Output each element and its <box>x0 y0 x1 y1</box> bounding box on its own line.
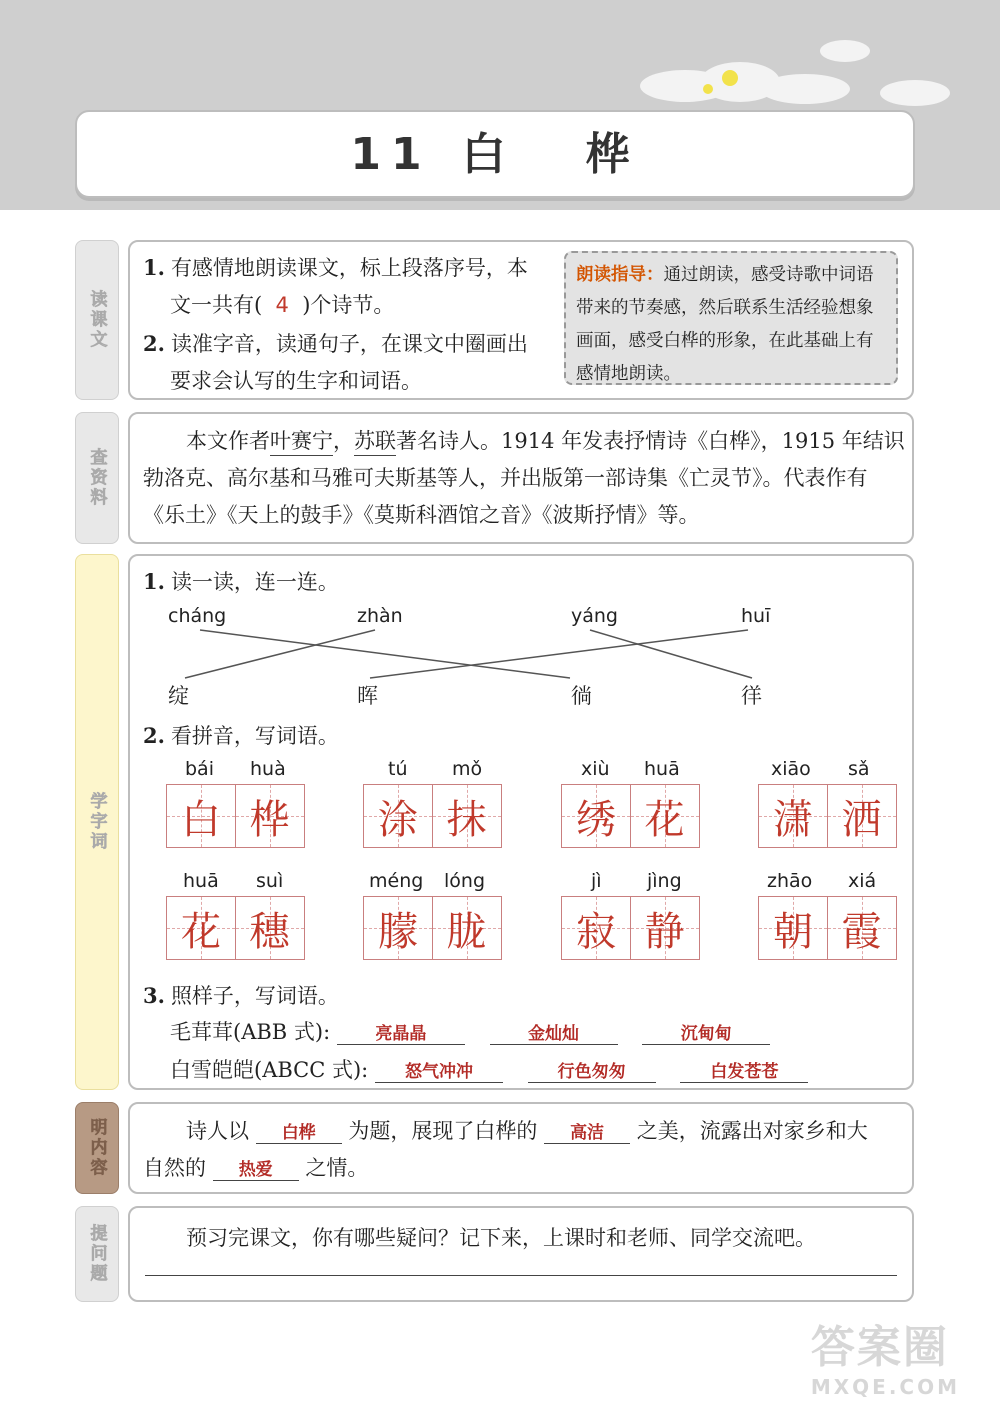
understand-line2: 自然的 热爱 之情。 <box>143 1156 369 1180</box>
word-pinyin: huà <box>250 758 286 780</box>
answer-blank: 白桦 <box>256 1118 342 1144</box>
learn-q3-title: 3. 照样子，写词语。 <box>143 983 339 1008</box>
writing-grid <box>758 896 898 960</box>
grid-cell: 桦 <box>235 784 305 848</box>
match-char: 徉 <box>741 684 762 708</box>
word-pinyin: tú <box>388 758 408 780</box>
word-pinyin: jì <box>591 870 602 892</box>
word-pinyin: bái <box>185 758 214 780</box>
read-q1-line2: 文一共有( 4 )个诗节。 <box>170 293 395 317</box>
word-pinyin: méng <box>369 870 424 892</box>
abcc-row: 白雪皑皑(ABCC 式): 怒气冲冲 行色匆匆 白发苍苍 <box>170 1054 808 1084</box>
writing-grid <box>561 896 701 960</box>
grid-cell: 花 <box>166 896 236 960</box>
answer-blank: 高洁 <box>544 1118 630 1144</box>
lesson-number: 11 <box>350 129 432 180</box>
understand-line1: 诗人以 白桦 为题，展现了白桦的 高洁 之美，流露出对家乡和大 <box>186 1119 868 1143</box>
question-panel <box>128 1206 914 1302</box>
tab-question: 提问题 <box>75 1206 119 1302</box>
abb-answer: 金灿灿 <box>490 1019 618 1045</box>
watermark: 答案圈 MXQE.COM <box>810 1322 960 1399</box>
grid-cell: 朝 <box>758 896 828 960</box>
title-char: 桦 <box>585 129 640 180</box>
tip-text: 通过朗读，感受诗歌中词语带来的节奏感，然后联系生活经验想象画面，感受白桦的形象，在此基础上有感情地朗读。 <box>576 265 874 384</box>
abb-row: 毛茸茸(ABB 式): 亮晶晶 金灿灿 沉甸甸 <box>170 1016 770 1046</box>
match-char: 徜 <box>571 684 592 708</box>
grid-cell: 花 <box>630 784 700 848</box>
grid-cell: 抹 <box>432 784 502 848</box>
tab-material: 查资料 <box>75 412 119 544</box>
pinyin-item: cháng <box>168 605 227 627</box>
abcc-answer: 行色匆匆 <box>528 1057 656 1083</box>
word-pinyin: xiá <box>848 870 877 892</box>
word-pinyin: huā <box>644 758 680 780</box>
tab-learn: 学字词 <box>75 554 119 1090</box>
word-pinyin: sǎ <box>848 758 870 780</box>
answer-blank: 热爱 <box>213 1155 299 1181</box>
answer-line[interactable] <box>145 1275 897 1276</box>
learn-q2-title: 2. 看拼音，写词语。 <box>143 723 339 748</box>
grid-cell: 潇 <box>758 784 828 848</box>
material-line1: 本文作者叶赛宁，苏联著名诗人。1914 年发表抒情诗《白桦》，1915 年结识 <box>186 425 905 456</box>
title-char: 白 <box>461 129 516 180</box>
grid-cell: 白 <box>166 784 236 848</box>
grid-cell: 静 <box>630 896 700 960</box>
word-pinyin: suì <box>256 870 284 892</box>
writing-grid <box>561 784 701 848</box>
abb-answer: 亮晶晶 <box>337 1019 465 1045</box>
read-q2-line2: 要求会认写的生字和词语。 <box>170 369 422 393</box>
writing-grid <box>166 784 306 848</box>
pinyin-item: huī <box>741 605 771 627</box>
grid-cell: 穗 <box>235 896 305 960</box>
question-prompt: 预习完课文，你有哪些疑问？记下来，上课时和老师、同学交流吧。 <box>186 1226 816 1250</box>
match-char: 晖 <box>357 684 378 708</box>
tab-read: 读课文 <box>75 240 119 400</box>
word-pinyin: lóng <box>444 870 486 892</box>
grid-cell: 洒 <box>827 784 897 848</box>
read-q2-line1: 2. 读准字音，读通句子，在课文中圈画出 <box>143 331 528 356</box>
learn-q1-title: 1. 读一读，连一连。 <box>143 569 339 594</box>
material-line3: 《乐土》《天上的鼓手》《莫斯科酒馆之音》《波斯抒情》等。 <box>143 503 700 527</box>
tip-label: 朗读指导： <box>576 265 664 285</box>
abcc-answer: 怒气冲冲 <box>375 1057 503 1083</box>
grid-cell: 绣 <box>561 784 631 848</box>
match-char: 绽 <box>168 684 189 708</box>
abcc-answer: 白发苍苍 <box>680 1057 808 1083</box>
match-line <box>200 630 570 678</box>
word-pinyin: mǒ <box>452 758 483 780</box>
pinyin-item: zhàn <box>357 605 403 627</box>
grid-cell: 霞 <box>827 896 897 960</box>
answer-stanza-count: 4 <box>275 293 289 317</box>
tab-understand: 明内容 <box>75 1102 119 1194</box>
match-line <box>185 630 375 678</box>
abb-answer: 沉甸甸 <box>642 1019 770 1045</box>
match-line <box>590 630 752 678</box>
grid-cell: 寂 <box>561 896 631 960</box>
writing-grid <box>363 784 503 848</box>
word-pinyin: xiù <box>581 758 610 780</box>
word-pinyin: huā <box>183 870 219 892</box>
word-pinyin: zhāo <box>767 870 813 892</box>
grid-cell: 胧 <box>432 896 502 960</box>
writing-grid <box>363 896 503 960</box>
read-q1-line1: 1. 有感情地朗读课文，标上段落序号，本 <box>143 255 528 280</box>
author-name: 叶赛宁 <box>270 425 333 456</box>
author-country: 苏联 <box>354 425 396 456</box>
material-line2: 勃洛克、高尔基和马雅可夫斯基等人，并出版第一部诗集《亡灵节》。代表作有 <box>143 466 868 490</box>
pinyin-item: yáng <box>571 605 618 627</box>
grid-cell: 涂 <box>363 784 433 848</box>
word-pinyin: jìng <box>647 870 682 892</box>
writing-grid <box>758 784 898 848</box>
writing-grid <box>166 896 306 960</box>
match-line <box>370 630 748 678</box>
grid-cell: 朦 <box>363 896 433 960</box>
word-pinyin: xiāo <box>771 758 811 780</box>
